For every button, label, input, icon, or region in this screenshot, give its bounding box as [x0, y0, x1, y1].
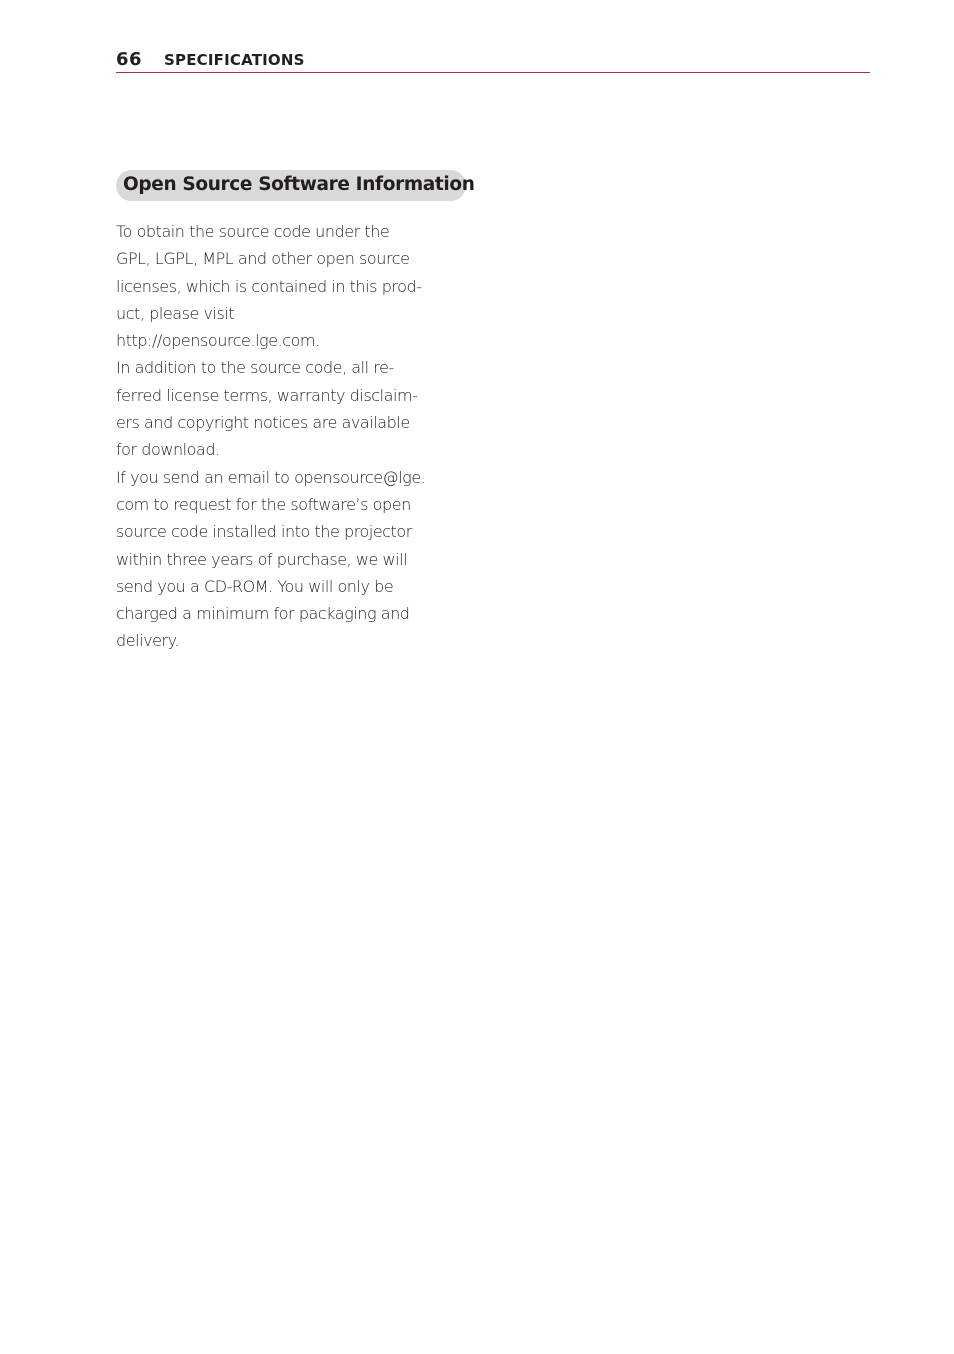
source-url-line: http://opensource.lge.com. — [116, 331, 320, 351]
body-line: To obtain the source code under the — [116, 222, 390, 241]
section-title: Open Source Software Information — [123, 174, 475, 195]
body-line: GPL, LGPL, MPL and other open source — [116, 249, 410, 269]
body-line: source code installed into the projector — [116, 522, 412, 542]
email-line: If you send an email to opensource@lge. — [116, 467, 426, 487]
body-line: delivery. — [116, 631, 180, 651]
section-label: SPECIFICATIONS — [164, 51, 305, 69]
body-line: within three years of purchase, we will — [116, 549, 408, 569]
body-line: ers and copyright notices are available — [116, 413, 410, 433]
page-number: 66 — [116, 49, 143, 70]
section-title-banner — [116, 170, 475, 201]
body-line: licenses, which is contained in this prod- — [116, 276, 422, 296]
body-line: ferred license terms, warranty disclaim- — [116, 385, 418, 405]
body-line: uct, please visit — [116, 303, 235, 323]
body-line: com to request for the software’s open — [116, 494, 411, 514]
body-line: In addition to the source code, all re- — [116, 358, 394, 378]
body-line: for download. — [116, 440, 220, 460]
body-line: charged a minimum for packaging and — [116, 604, 410, 624]
body-paragraph — [116, 218, 476, 655]
body-line: send you a CD-ROM. You will only be — [116, 576, 394, 596]
page-header — [116, 44, 870, 73]
